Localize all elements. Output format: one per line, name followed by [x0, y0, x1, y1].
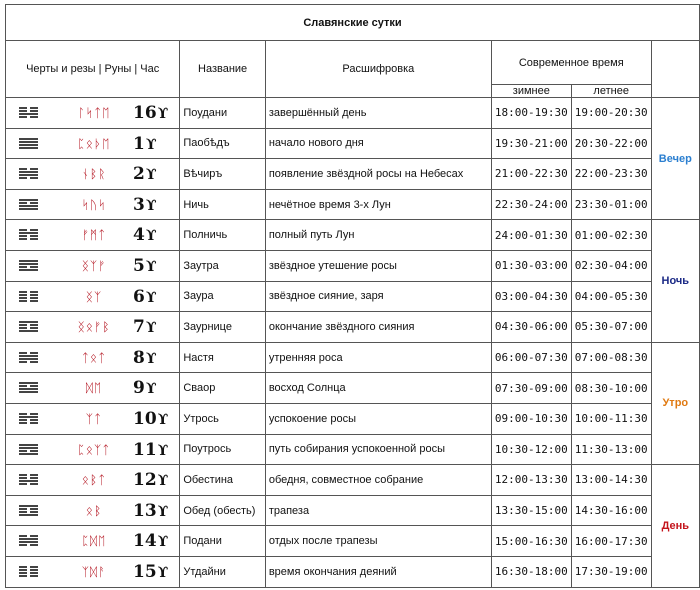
winter-time-cell: 06:00-07:30	[491, 342, 571, 373]
winter-time-cell: 09:00-10:30	[491, 403, 571, 434]
name-cell: Паобѣдъ	[180, 128, 266, 159]
table-row	[6, 434, 700, 465]
symbols-cell	[6, 526, 180, 557]
name-cell: Заутра	[180, 250, 266, 281]
header-symbols: Черты и резы | Руны | Час	[6, 41, 180, 98]
header-summer: летнее	[571, 85, 651, 98]
winter-time-cell: 12:00-13:30	[491, 465, 571, 496]
hour-value: 9	[133, 378, 145, 399]
hour-glyph-icon: ϒ	[145, 258, 157, 275]
hour-glyph-icon: ϒ	[145, 320, 157, 337]
winter-time-cell: 19:30-21:00	[491, 128, 571, 159]
hour-value: 1	[133, 133, 145, 154]
name-cell: Поудани	[180, 98, 266, 129]
hour-value: 6	[133, 286, 145, 307]
slavic-day-table	[5, 4, 700, 588]
hour-number	[133, 195, 157, 215]
header-period-blank	[651, 41, 699, 98]
winter-time-cell: 10:30-12:00	[491, 434, 571, 465]
rune-glyphs: ᚾᛒᚱ	[81, 167, 107, 182]
rune-glyphs: ᛈᛞᛖ	[81, 534, 107, 549]
hour-glyph-icon: ϒ	[145, 167, 157, 184]
trigram-icon	[19, 566, 38, 578]
rune-glyphs: ᛋᚢᛋ	[81, 197, 107, 212]
meaning-cell: полный путь Лун	[265, 220, 491, 251]
summer-time-cell: 11:30-13:00	[571, 434, 651, 465]
trigram-icon	[19, 505, 38, 517]
hour-glyph-icon: ϒ	[145, 381, 157, 398]
trigram-icon	[19, 291, 38, 303]
trigram-icon	[19, 321, 38, 333]
rune-glyphs: ᛟᛒ	[85, 503, 103, 518]
name-cell: Полничь	[180, 220, 266, 251]
summer-time-cell: 19:00-20:30	[571, 98, 651, 129]
hour-number	[133, 501, 168, 521]
trigram-icon	[19, 352, 38, 364]
hour-number	[133, 134, 157, 154]
name-cell: Утдайни	[180, 556, 266, 587]
table-row	[6, 281, 700, 312]
name-cell: Обестина	[180, 465, 266, 496]
winter-time-cell: 13:30-15:00	[491, 495, 571, 526]
table-row	[6, 526, 700, 557]
symbols-cell	[6, 281, 180, 312]
header-meaning: Расшифровка	[265, 41, 491, 98]
symbols-cell	[6, 189, 180, 220]
winter-time-cell: 18:00-19:30	[491, 98, 571, 129]
hour-number	[133, 470, 168, 490]
symbols-cell	[6, 465, 180, 496]
summer-time-cell: 14:30-16:00	[571, 495, 651, 526]
table-row	[6, 373, 700, 404]
trigram-icon	[19, 413, 38, 425]
hour-value: 4	[133, 225, 145, 246]
rune-glyphs: ᛞᛖ	[85, 381, 103, 396]
hour-number	[133, 562, 168, 582]
hour-value: 2	[133, 164, 145, 185]
meaning-cell: успокоение росы	[265, 403, 491, 434]
hour-number	[133, 348, 157, 368]
meaning-cell: начало нового дня	[265, 128, 491, 159]
rune-glyphs: ᛝᛉ	[85, 289, 103, 304]
hour-glyph-icon: ϒ	[145, 228, 157, 245]
summer-time-cell: 05:30-07:00	[571, 312, 651, 343]
table-title: Славянские сутки	[6, 5, 700, 41]
symbols-cell	[6, 556, 180, 587]
summer-time-cell: 01:00-02:30	[571, 220, 651, 251]
hour-value: 13	[133, 500, 157, 521]
name-cell: Заурнице	[180, 312, 266, 343]
trigram-icon	[19, 535, 38, 547]
symbols-cell	[6, 403, 180, 434]
hour-glyph-icon: ϒ	[157, 564, 169, 581]
table-row	[6, 495, 700, 526]
period-label: Утро	[651, 342, 699, 464]
winter-time-cell: 03:00-04:30	[491, 281, 571, 312]
trigram-icon	[19, 138, 38, 150]
trigram-icon	[19, 107, 38, 119]
trigram-icon	[19, 229, 38, 241]
hour-value: 14	[133, 531, 157, 552]
summer-time-cell: 22:00-23:30	[571, 159, 651, 190]
summer-time-cell: 13:00-14:30	[571, 465, 651, 496]
symbols-cell	[6, 159, 180, 190]
header-name: Название	[180, 41, 266, 98]
hour-glyph-icon: ϒ	[157, 106, 169, 122]
winter-time-cell: 22:30-24:00	[491, 189, 571, 220]
hour-number	[133, 409, 168, 429]
symbols-cell	[6, 250, 180, 281]
meaning-cell: трапеза	[265, 495, 491, 526]
hour-value: 7	[133, 317, 145, 338]
hour-number	[133, 103, 168, 123]
meaning-cell: появление звёздной росы на Небесах	[265, 159, 491, 190]
name-cell: Настя	[180, 342, 266, 373]
winter-time-cell: 04:30-06:00	[491, 312, 571, 343]
period-label: Ночь	[651, 220, 699, 342]
rune-glyphs: ᛉᛞᚨ	[81, 564, 107, 579]
meaning-cell: отдых после трапезы	[265, 526, 491, 557]
trigram-icon	[19, 199, 38, 211]
summer-time-cell: 23:30-01:00	[571, 189, 651, 220]
hour-glyph-icon: ϒ	[145, 350, 157, 367]
name-cell: Подани	[180, 526, 266, 557]
name-cell: Вѣчиръ	[180, 159, 266, 190]
hour-value: 3	[133, 194, 145, 215]
rune-glyphs: ᚠᛗᛏ	[81, 228, 107, 243]
meaning-cell: звёздное утешение росы	[265, 250, 491, 281]
table-row	[6, 556, 700, 587]
symbols-cell	[6, 98, 180, 129]
period-label: День	[651, 465, 699, 587]
hour-value: 11	[133, 439, 157, 460]
hour-value: 8	[133, 347, 145, 368]
table-row	[6, 312, 700, 343]
symbols-cell	[6, 312, 180, 343]
header-winter: зимнее	[491, 85, 571, 98]
symbols-cell	[6, 220, 180, 251]
meaning-cell: нечётное время 3-х Лун	[265, 189, 491, 220]
summer-time-cell: 20:30-22:00	[571, 128, 651, 159]
table-row	[6, 403, 700, 434]
meaning-cell: звёздное сияние, заря	[265, 281, 491, 312]
name-cell: Обед (обесть)	[180, 495, 266, 526]
hour-number	[133, 256, 157, 276]
summer-time-cell: 16:00-17:30	[571, 526, 651, 557]
hour-number	[133, 225, 157, 245]
table-body	[6, 98, 700, 588]
hour-number	[133, 440, 168, 460]
hour-value: 12	[133, 470, 157, 491]
symbols-cell	[6, 495, 180, 526]
trigram-icon	[19, 474, 38, 486]
meaning-cell: восход Солнца	[265, 373, 491, 404]
symbols-cell	[6, 128, 180, 159]
hour-number	[133, 531, 168, 551]
period-label: Вечер	[651, 98, 699, 220]
winter-time-cell: 07:30-09:00	[491, 373, 571, 404]
summer-time-cell: 02:30-04:00	[571, 250, 651, 281]
trigram-icon	[19, 444, 38, 456]
table-row	[6, 250, 700, 281]
trigram-icon	[19, 382, 38, 394]
hour-glyph-icon: ϒ	[157, 503, 169, 520]
rune-glyphs: ᛈᛟᚦᛖ	[77, 136, 111, 151]
winter-time-cell: 15:00-16:30	[491, 526, 571, 557]
table-row	[6, 189, 700, 220]
name-cell: Заура	[180, 281, 266, 312]
symbols-cell	[6, 373, 180, 404]
table-row	[6, 98, 700, 129]
hour-number	[133, 378, 157, 398]
table-row	[6, 128, 700, 159]
hour-glyph-icon: ϒ	[157, 411, 169, 428]
hour-glyph-icon: ϒ	[145, 289, 157, 306]
name-cell: Утрось	[180, 403, 266, 434]
hour-glyph-icon: ϒ	[157, 534, 169, 551]
name-cell: Ничь	[180, 189, 266, 220]
hour-glyph-icon: ϒ	[157, 473, 169, 490]
hour-number	[133, 164, 157, 184]
table-row	[6, 465, 700, 496]
rune-glyphs: ᛚᛋᛏᛖ	[77, 106, 111, 120]
hour-value: 15	[133, 561, 157, 582]
hour-glyph-icon: ϒ	[145, 197, 157, 214]
table-row	[6, 220, 700, 251]
rune-glyphs: ᛏᛟᛏ	[81, 350, 107, 365]
rune-glyphs: ᛟᛒᛏ	[81, 473, 107, 488]
meaning-cell: путь собирания успокоенной росы	[265, 434, 491, 465]
meaning-cell: окончание звёздного сияния	[265, 312, 491, 343]
hour-number	[133, 317, 157, 337]
hour-value: 5	[133, 255, 145, 276]
meaning-cell: время окончания деяний	[265, 556, 491, 587]
winter-time-cell: 24:00-01:30	[491, 220, 571, 251]
winter-time-cell: 21:00-22:30	[491, 159, 571, 190]
summer-time-cell: 04:00-05:30	[571, 281, 651, 312]
meaning-cell: завершённый день	[265, 98, 491, 129]
symbols-cell	[6, 434, 180, 465]
rune-glyphs: ᛝᛉᚠ	[81, 258, 107, 273]
summer-time-cell: 08:30-10:00	[571, 373, 651, 404]
rune-glyphs: ᛈᛟᛉᛏ	[77, 442, 111, 457]
name-cell: Поутрось	[180, 434, 266, 465]
symbols-cell	[6, 342, 180, 373]
hour-glyph-icon: ϒ	[157, 442, 169, 459]
winter-time-cell: 16:30-18:00	[491, 556, 571, 587]
meaning-cell: утренняя роса	[265, 342, 491, 373]
table-row	[6, 342, 700, 373]
trigram-icon	[19, 168, 38, 180]
summer-time-cell: 17:30-19:00	[571, 556, 651, 587]
rune-glyphs: ᛝᛟᚠᛒ	[77, 320, 111, 335]
hour-glyph-icon: ϒ	[145, 136, 157, 153]
meaning-cell: обедня, совместное собрание	[265, 465, 491, 496]
trigram-icon	[19, 260, 38, 272]
table-row	[6, 159, 700, 190]
header-modern-time: Современное время	[491, 41, 651, 85]
winter-time-cell: 01:30-03:00	[491, 250, 571, 281]
hour-value: 16	[133, 103, 157, 123]
hour-value: 10	[133, 408, 157, 429]
name-cell: Сваор	[180, 373, 266, 404]
summer-time-cell: 10:00-11:30	[571, 403, 651, 434]
hour-number	[133, 287, 157, 307]
summer-time-cell: 07:00-08:30	[571, 342, 651, 373]
rune-glyphs: ᛉᛏ	[85, 411, 103, 426]
